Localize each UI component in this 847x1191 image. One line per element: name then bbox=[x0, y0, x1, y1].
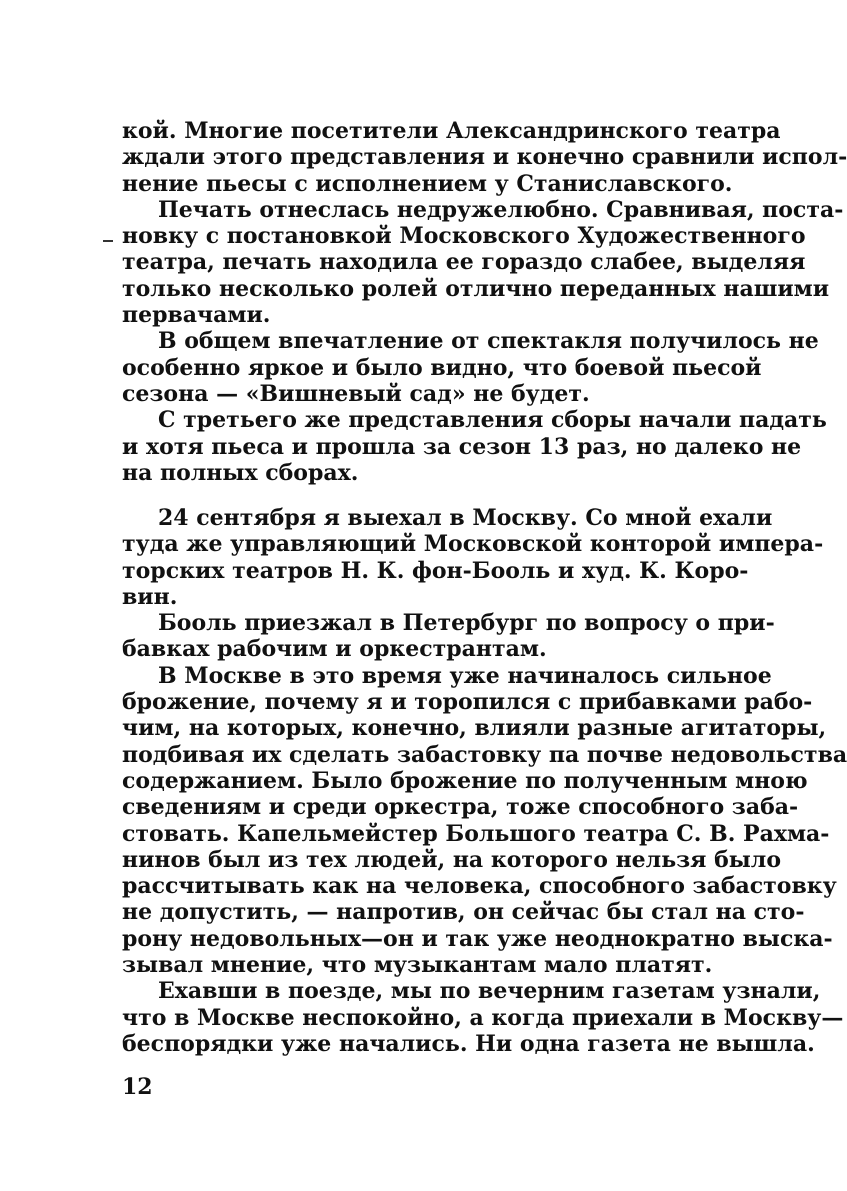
text-line: беспорядки уже начались. Ни одна газета не вышла. bbox=[122, 1030, 815, 1057]
text-line: театра, печать находила ее гораздо слабее, выделяя bbox=[122, 249, 806, 276]
text-line: туда же управляющий Московской конторой импера- bbox=[122, 531, 824, 558]
text-line: С третьего же представления сборы начали падать bbox=[158, 407, 827, 434]
text-line: Ехавши в поезде, мы по вечерним газетам узнали, bbox=[158, 978, 821, 1005]
text-line: В Москве в это время уже начиналось сильное bbox=[158, 662, 772, 689]
text-block-upper bbox=[122, 118, 847, 486]
text-line: и хотя пьеса и прошла за сезон 13 раз, но далеко не bbox=[122, 433, 802, 460]
text-line: на полных сборах. bbox=[122, 459, 359, 486]
text-line: подбивая их сделать забастовку па почве недовольства bbox=[122, 741, 847, 768]
text-line: особенно яркое и было видно, что боевой пьесой bbox=[122, 354, 762, 381]
text-line: нение пьесы с исполнением у Станиславского. bbox=[122, 170, 733, 197]
paragraph bbox=[122, 610, 775, 663]
text-line: первачами. bbox=[122, 302, 271, 329]
text-line: только несколько ролей отлично переданных нашими bbox=[122, 275, 830, 302]
text-line: ждали этого представления и конечно сравнили испол- bbox=[122, 144, 847, 171]
text-line: что в Москве неспокойно, а когда приехали в Москву— bbox=[122, 1004, 844, 1031]
paragraph bbox=[122, 328, 819, 407]
text-line: кой. Многие посетители Александринского театра bbox=[122, 118, 781, 144]
text-line: сезона — «Вишневый сад» не будет. bbox=[122, 380, 590, 407]
text-line: зывал мнение, что музыкантам мало платят. bbox=[122, 952, 713, 979]
page-number: 12 bbox=[122, 1074, 153, 1100]
text-block-lower bbox=[122, 505, 847, 1057]
text-line: новку с постановкой Московского Художественного bbox=[122, 223, 806, 250]
text-line: торских театров Н. К. фон-Бооль и худ. К. Коро- bbox=[122, 557, 749, 584]
text-line: 24 сентября я выехал в Москву. Со мной ехали bbox=[158, 505, 773, 531]
text-line: нинов был из тех людей, на которого нельзя было bbox=[122, 846, 781, 873]
text-line: Бооль приезжал в Петербург по вопросу о при- bbox=[158, 610, 775, 637]
text-line: рону недовольных—он и так уже неоднократно выска- bbox=[122, 925, 833, 952]
margin-mark bbox=[103, 240, 113, 242]
text-line: вин. bbox=[122, 583, 178, 610]
paragraph bbox=[122, 662, 847, 979]
text-line: рассчитывать как на человека, способного забастовку bbox=[122, 873, 837, 900]
text-line: чим, на которых, конечно, влияли разные агитаторы, bbox=[122, 715, 827, 742]
text-line: не допустить, — напротив, он сейчас бы стал на сто- bbox=[122, 899, 805, 926]
text-line: сведениям и среди оркестра, тоже способного заба- bbox=[122, 794, 799, 821]
text-line: Печать отнеслась недружелюбно. Сравнивая, поста- bbox=[158, 196, 844, 223]
paragraph bbox=[122, 407, 827, 486]
paragraph bbox=[122, 505, 824, 610]
text-line: стовать. Капельмейстер Большого театра С. В. Рахма- bbox=[122, 820, 830, 847]
text-line: В общем впечатление от спектакля получилось не bbox=[158, 328, 819, 355]
text-line: брожение, почему я и торопился с прибавками рабо- bbox=[122, 689, 813, 716]
paragraph bbox=[122, 978, 844, 1057]
text-line: бавках рабочим и оркестрантам. bbox=[122, 636, 547, 663]
paragraph bbox=[122, 196, 844, 329]
paragraph bbox=[122, 118, 847, 197]
text-line: содержанием. Было брожение по полученным мною bbox=[122, 767, 808, 794]
